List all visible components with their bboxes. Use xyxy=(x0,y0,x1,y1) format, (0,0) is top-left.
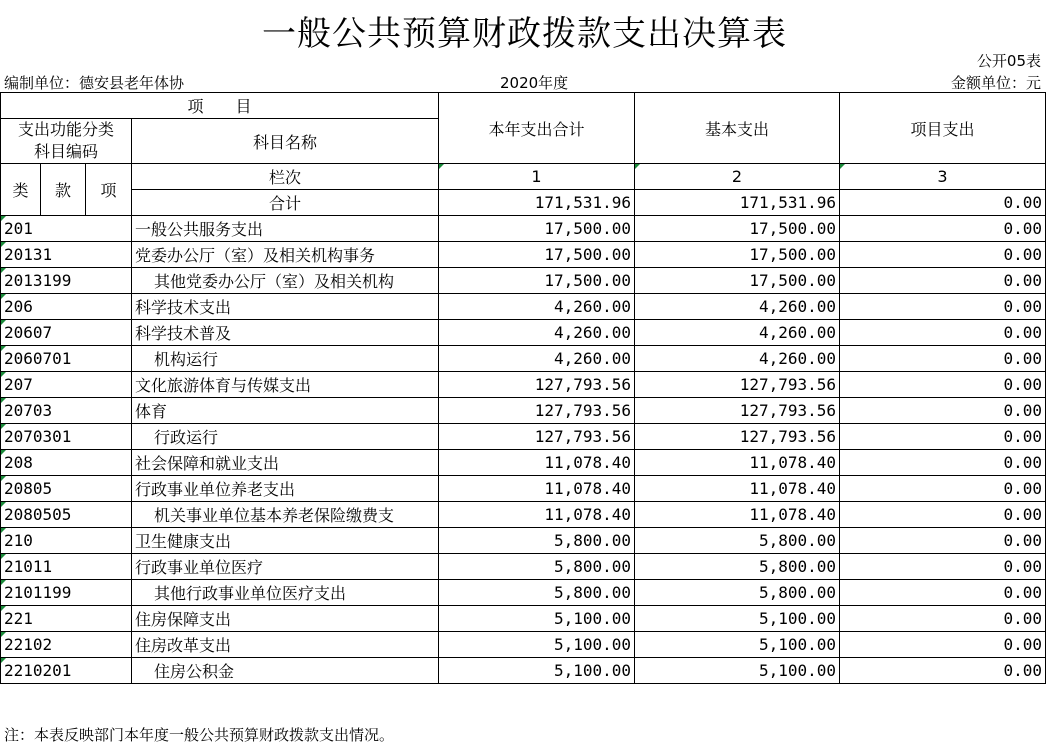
row-project: 0.00 xyxy=(840,528,1046,554)
row-code: 208 xyxy=(1,450,132,476)
row-code: 2101199 xyxy=(1,580,132,606)
row-basic: 5,100.00 xyxy=(635,632,840,658)
row-subject-name: 住房保障支出 xyxy=(132,606,439,632)
row-total: 11,078.40 xyxy=(439,502,635,528)
total-total: 171,531.96 xyxy=(439,190,635,216)
row-subject-name: 其他行政事业单位医疗支出 xyxy=(132,580,439,606)
row-project: 0.00 xyxy=(840,346,1046,372)
footnote: 注：本表反映部门本年度一般公共预算财政拨款支出情况。 xyxy=(4,726,395,744)
table-row xyxy=(1,606,1046,632)
row-project: 0.00 xyxy=(840,216,1046,242)
row-total: 17,500.00 xyxy=(439,242,635,268)
row-subject-name: 社会保障和就业支出 xyxy=(132,450,439,476)
row-code: 201 xyxy=(1,216,132,242)
table-row xyxy=(1,528,1046,554)
row-code: 2013199 xyxy=(1,268,132,294)
row-project: 0.00 xyxy=(840,268,1046,294)
row-total: 4,260.00 xyxy=(439,294,635,320)
table-row xyxy=(1,372,1046,398)
row-total: 5,100.00 xyxy=(439,658,635,684)
row-project: 0.00 xyxy=(840,294,1046,320)
header-total: 本年支出合计 xyxy=(439,93,635,164)
row-project: 0.00 xyxy=(840,580,1046,606)
row-project: 0.00 xyxy=(840,372,1046,398)
row-total: 127,793.56 xyxy=(439,372,635,398)
row-basic: 11,078.40 xyxy=(635,502,840,528)
table-row xyxy=(1,268,1046,294)
total-project: 0.00 xyxy=(840,190,1046,216)
row-code: 20131 xyxy=(1,242,132,268)
row-total: 11,078.40 xyxy=(439,476,635,502)
row-basic: 127,793.56 xyxy=(635,372,840,398)
form-number: 公开05表 xyxy=(976,52,1041,70)
fiscal-year: 2020年度 xyxy=(500,74,569,92)
row-code: 2080505 xyxy=(1,502,132,528)
table-row xyxy=(1,398,1046,424)
row-basic: 5,100.00 xyxy=(635,606,840,632)
row-code: 20703 xyxy=(1,398,132,424)
row-subject-name: 科学技术支出 xyxy=(132,294,439,320)
table-row xyxy=(1,320,1046,346)
row-basic: 5,800.00 xyxy=(635,528,840,554)
row-subject-name: 行政事业单位医疗 xyxy=(132,554,439,580)
row-total: 5,800.00 xyxy=(439,528,635,554)
row-subject-name: 体育 xyxy=(132,398,439,424)
row-project: 0.00 xyxy=(840,606,1046,632)
row-total: 5,100.00 xyxy=(439,606,635,632)
table-row xyxy=(1,424,1046,450)
expenditure-table xyxy=(0,92,1046,684)
row-total: 5,800.00 xyxy=(439,580,635,606)
header-lei: 类 xyxy=(1,164,41,216)
row-subject-name: 文化旅游体育与传媒支出 xyxy=(132,372,439,398)
compiling-unit: 编制单位：德安县老年体协 xyxy=(4,74,185,92)
row-code: 207 xyxy=(1,372,132,398)
row-basic: 17,500.00 xyxy=(635,242,840,268)
row-project: 0.00 xyxy=(840,554,1046,580)
row-project: 0.00 xyxy=(840,502,1046,528)
total-basic: 171,531.96 xyxy=(635,190,840,216)
row-project: 0.00 xyxy=(840,398,1046,424)
total-label: 合计 xyxy=(132,190,439,216)
row-subject-name: 一般公共服务支出 xyxy=(132,216,439,242)
row-total: 17,500.00 xyxy=(439,268,635,294)
row-total: 4,260.00 xyxy=(439,346,635,372)
row-code: 2210201 xyxy=(1,658,132,684)
row-subject-name: 机关事业单位基本养老保险缴费支 xyxy=(132,502,439,528)
row-code: 20805 xyxy=(1,476,132,502)
total-row xyxy=(1,190,1046,216)
row-basic: 127,793.56 xyxy=(635,398,840,424)
row-code: 206 xyxy=(1,294,132,320)
header-lanci: 栏次 xyxy=(132,164,439,190)
table-row xyxy=(1,346,1046,372)
row-basic: 17,500.00 xyxy=(635,216,840,242)
row-subject-name: 行政运行 xyxy=(132,424,439,450)
table-row xyxy=(1,242,1046,268)
table-row xyxy=(1,476,1046,502)
row-total: 5,800.00 xyxy=(439,554,635,580)
row-basic: 5,100.00 xyxy=(635,658,840,684)
header-basic: 基本支出 xyxy=(635,93,840,164)
col-number-1: 1 xyxy=(439,164,635,190)
row-project: 0.00 xyxy=(840,320,1046,346)
row-basic: 5,800.00 xyxy=(635,580,840,606)
row-subject-name: 住房改革支出 xyxy=(132,632,439,658)
row-project: 0.00 xyxy=(840,658,1046,684)
row-project: 0.00 xyxy=(840,632,1046,658)
row-code: 22102 xyxy=(1,632,132,658)
row-code: 2060701 xyxy=(1,346,132,372)
header-func-class: 支出功能分类 科目编码 xyxy=(1,119,132,164)
row-subject-name: 科学技术普及 xyxy=(132,320,439,346)
row-code: 20607 xyxy=(1,320,132,346)
row-code: 2070301 xyxy=(1,424,132,450)
row-project: 0.00 xyxy=(840,476,1046,502)
table-row xyxy=(1,294,1046,320)
table-row xyxy=(1,502,1046,528)
table-row xyxy=(1,632,1046,658)
row-subject-name: 其他党委办公厅（室）及相关机构 xyxy=(132,268,439,294)
row-project: 0.00 xyxy=(840,424,1046,450)
table-row xyxy=(1,658,1046,684)
row-subject-name: 卫生健康支出 xyxy=(132,528,439,554)
row-project: 0.00 xyxy=(840,450,1046,476)
row-total: 17,500.00 xyxy=(439,216,635,242)
row-code: 21011 xyxy=(1,554,132,580)
row-subject-name: 机构运行 xyxy=(132,346,439,372)
table-row xyxy=(1,580,1046,606)
row-basic: 4,260.00 xyxy=(635,320,840,346)
header-xiang: 项 xyxy=(86,164,132,216)
row-total: 11,078.40 xyxy=(439,450,635,476)
page-title: 一般公共预算财政拨款支出决算表 xyxy=(262,14,787,54)
row-project: 0.00 xyxy=(840,242,1046,268)
table-row xyxy=(1,216,1046,242)
row-code: 221 xyxy=(1,606,132,632)
row-basic: 127,793.56 xyxy=(635,424,840,450)
row-basic: 17,500.00 xyxy=(635,268,840,294)
col-number-3: 3 xyxy=(840,164,1046,190)
row-code: 210 xyxy=(1,528,132,554)
row-basic: 11,078.40 xyxy=(635,476,840,502)
header-project: 项目支出 xyxy=(840,93,1046,164)
row-basic: 4,260.00 xyxy=(635,294,840,320)
row-total: 5,100.00 xyxy=(439,632,635,658)
row-basic: 4,260.00 xyxy=(635,346,840,372)
table-row xyxy=(1,450,1046,476)
table-row xyxy=(1,554,1046,580)
row-basic: 5,800.00 xyxy=(635,554,840,580)
row-subject-name: 住房公积金 xyxy=(132,658,439,684)
row-total: 127,793.56 xyxy=(439,398,635,424)
col-number-2: 2 xyxy=(635,164,840,190)
row-subject-name: 党委办公厅（室）及相关机构事务 xyxy=(132,242,439,268)
row-total: 4,260.00 xyxy=(439,320,635,346)
header-item: 项 目 xyxy=(1,93,439,119)
header-kuan: 款 xyxy=(41,164,86,216)
header-subject-name: 科目名称 xyxy=(132,119,439,164)
row-subject-name: 行政事业单位养老支出 xyxy=(132,476,439,502)
row-total: 127,793.56 xyxy=(439,424,635,450)
row-basic: 11,078.40 xyxy=(635,450,840,476)
amount-unit: 金额单位：元 xyxy=(950,74,1041,92)
